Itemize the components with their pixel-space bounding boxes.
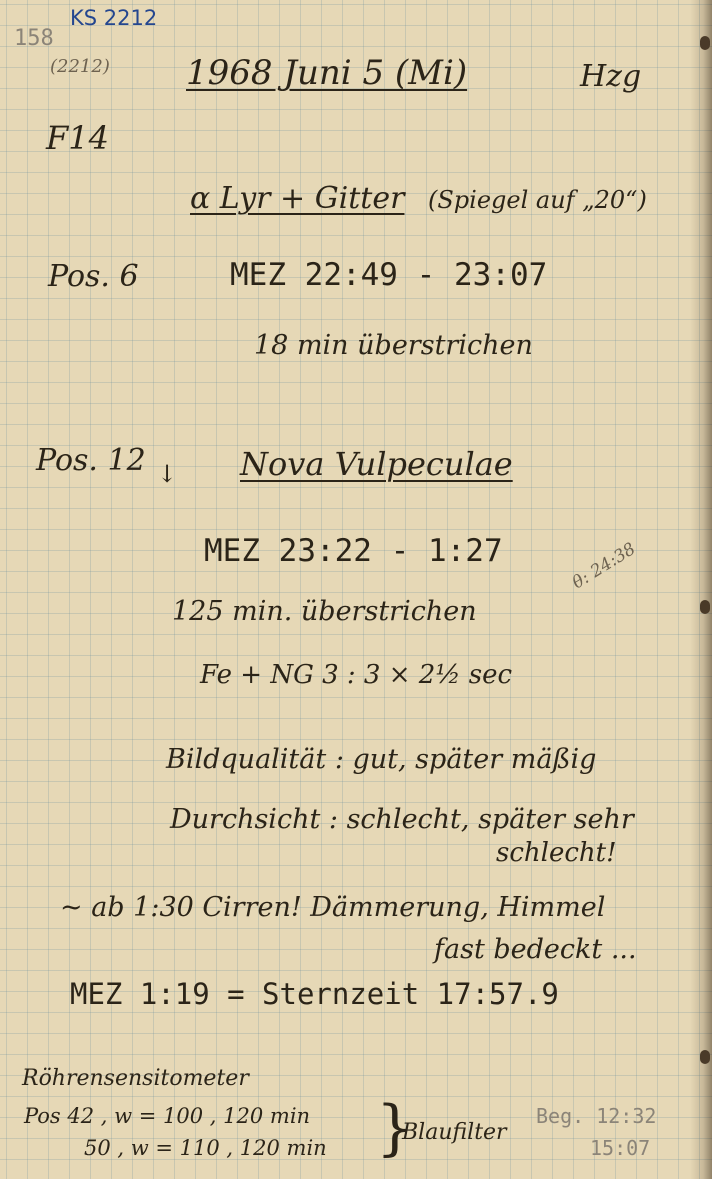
exposure-2-time: MEZ 23:22 - 1:27 — [204, 533, 503, 569]
binding-hole — [700, 1050, 710, 1064]
sensitometer-title: Röhrensensitometer — [22, 1066, 249, 1091]
transparency-line-2: schlecht! — [496, 838, 617, 868]
exposure-1-time: MEZ 22:49 - 23:07 — [230, 257, 548, 293]
binding-hole — [700, 36, 710, 50]
exposure-2-position: Pos. 12 — [36, 443, 146, 478]
exposure-2-filter: Fe + NG 3 : 3 × 2½ sec — [200, 660, 513, 690]
sensitometer-row-1: Pos 42 , w = 100 , 120 min — [24, 1104, 311, 1128]
transparency-line-1: Durchsicht : schlecht, später sehr — [170, 804, 634, 835]
sensitometer-filter: Blaufilter — [402, 1120, 507, 1145]
exposure-1-position: Pos. 6 — [48, 259, 139, 294]
catalog-id: KS 2212 — [70, 6, 158, 30]
weather-line-2: fast bedeckt ... — [434, 934, 637, 965]
image-quality: Bildqualität : gut, später mäßig — [166, 744, 597, 775]
exposure-2-object: Nova Vulpeculae — [240, 445, 513, 483]
exposure-1-note: (Spiegel auf „20“) — [428, 186, 647, 214]
sensitometer-begin-2: 15:07 — [590, 1136, 651, 1160]
date-line: 1968 Juni 5 (Mi) — [186, 53, 468, 93]
observer-initials: Hzg — [580, 59, 642, 94]
exposure-2-side-note: θ: 24:38 — [568, 539, 640, 594]
weather-line-1: ~ ab 1:30 Cirren! Dämmerung, Himmel — [60, 892, 606, 923]
filter-code: F14 — [46, 119, 109, 157]
exposure-1-duration: 18 min überstrichen — [254, 330, 533, 361]
brace-mark: } — [376, 1093, 415, 1163]
stamp-number: 158 — [14, 26, 54, 51]
page-binding — [690, 0, 712, 1179]
down-arrow-icon: ↓ — [157, 460, 178, 488]
sidereal-time: MEZ 1:19 = Sternzeit 17:57.9 — [70, 977, 559, 1011]
binding-hole — [700, 600, 710, 614]
plate-number: (2212) — [50, 56, 110, 77]
exposure-1-object: α Lyr + Gitter — [190, 181, 405, 216]
sensitometer-begin-1: Beg. 12:32 — [536, 1104, 657, 1128]
exposure-2-duration: 125 min. überstrichen — [172, 596, 477, 627]
sensitometer-row-2: 50 , w = 110 , 120 min — [84, 1136, 327, 1160]
